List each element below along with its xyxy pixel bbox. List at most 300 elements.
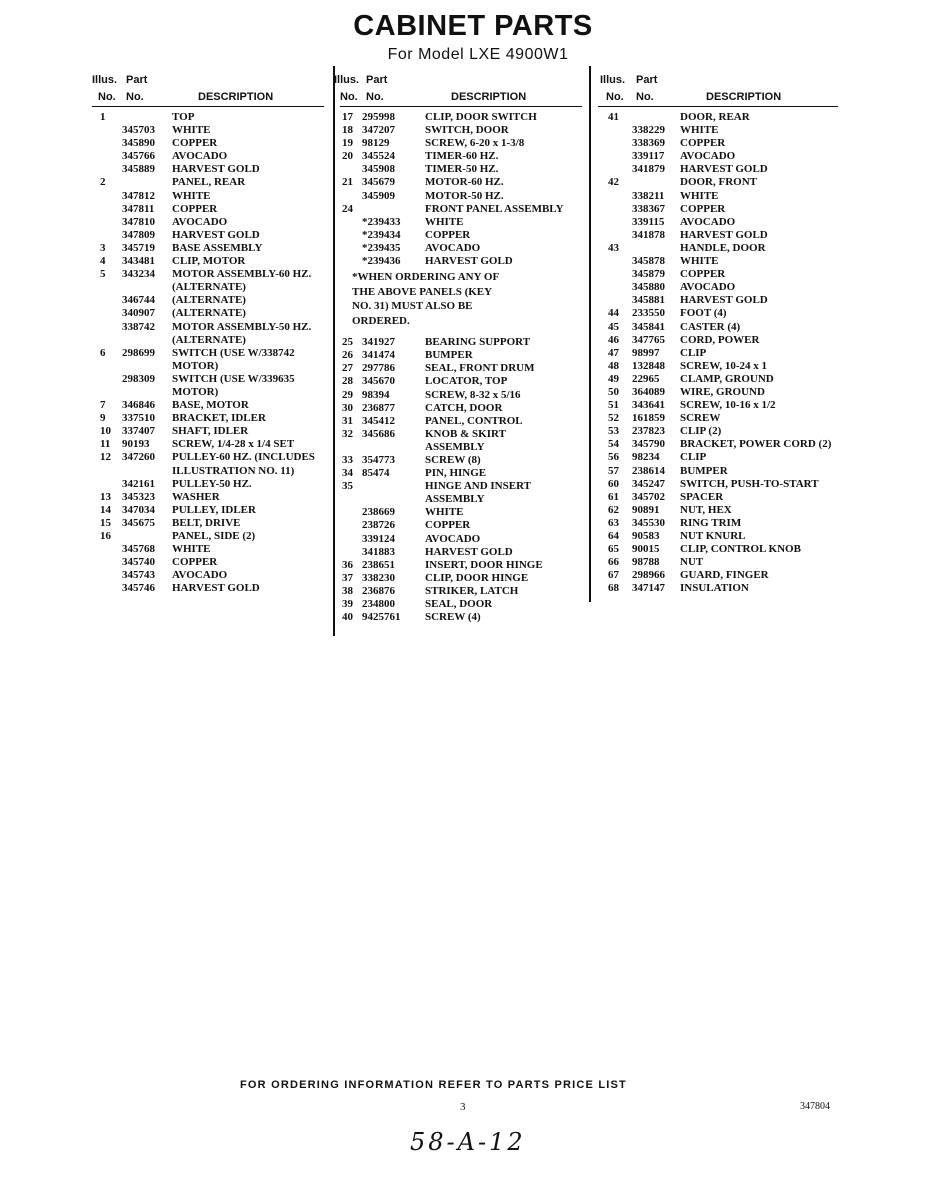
part-description: KNOB & SKIRT: [425, 427, 506, 440]
table-row: [598, 137, 838, 150]
part-description: CATCH, DOOR: [425, 401, 503, 414]
part-number: 98997: [632, 346, 660, 359]
part-number: 298699: [122, 346, 155, 359]
part-description: GUARD, FINGER: [680, 569, 769, 582]
table-row: [92, 281, 324, 294]
part-description: AVOCADO: [680, 281, 736, 294]
illus-number: 27: [342, 362, 353, 375]
part-description: HARVEST GOLD: [680, 163, 768, 176]
part-number: 298309: [122, 372, 155, 385]
part-description: (ALTERNATE): [172, 281, 246, 294]
part-description: WHITE: [172, 124, 211, 137]
table-row: [92, 438, 324, 451]
illus-number: 39: [342, 598, 353, 610]
table-row: [340, 176, 582, 189]
table-header: [334, 72, 582, 107]
parts-list: [92, 111, 324, 595]
part-number: 364089: [632, 385, 665, 398]
illus-number: 56: [608, 451, 619, 464]
part-number: 237823: [632, 425, 665, 438]
part-description: BUMPER: [680, 464, 728, 477]
table-row: [340, 598, 582, 611]
table-row: [598, 150, 838, 163]
part-number: *239436: [362, 255, 401, 268]
table-row: [598, 412, 838, 425]
table-row: [598, 255, 838, 268]
part-number: 345323: [122, 490, 155, 503]
part-description: SCREW, 10-24 x 1: [680, 359, 767, 372]
part-description: WHITE: [425, 215, 464, 228]
table-row: [598, 465, 838, 478]
illus-number: 67: [608, 569, 619, 582]
table-row: [598, 229, 838, 242]
table-row: [598, 294, 838, 307]
part-number: 343641: [632, 399, 665, 412]
part-number: 161859: [632, 412, 665, 425]
illus-number: 57: [608, 464, 619, 477]
illus-number: 48: [608, 359, 619, 372]
table-row: [598, 582, 838, 595]
part-label: Part: [636, 74, 658, 86]
table-row: [92, 543, 324, 556]
part-number: 345878: [632, 255, 665, 268]
table-row: [92, 137, 324, 150]
table-row: [92, 556, 324, 569]
table-row: [598, 504, 838, 517]
part-number: 297786: [362, 362, 395, 375]
illus-number: 12: [100, 451, 111, 464]
table-row: [92, 111, 324, 124]
part-description: MOTOR-60 HZ.: [425, 176, 504, 189]
illus-number: 53: [608, 425, 619, 438]
part-number: 345247: [632, 477, 665, 490]
table-row: [340, 137, 582, 150]
part-number: 347207: [362, 124, 395, 137]
part-number: 90015: [632, 543, 660, 556]
table-row: [598, 491, 838, 504]
part-number: 345889: [122, 163, 155, 176]
part-description: PANEL, CONTROL: [425, 414, 523, 427]
table-row: [92, 255, 324, 268]
table-row: [92, 229, 324, 242]
part-no-label: No.: [636, 91, 654, 103]
part-description: SWITCH, DOOR: [425, 124, 509, 137]
table-row: [598, 334, 838, 347]
part-description: SHAFT, IDLER: [172, 425, 249, 438]
table-row: [598, 216, 838, 229]
table-row: [598, 360, 838, 373]
part-description: WHITE: [680, 124, 719, 137]
illus-number: 37: [342, 571, 353, 584]
illus-number: 21: [342, 176, 353, 189]
part-description: COPPER: [172, 137, 218, 150]
part-description: HARVEST GOLD: [172, 163, 260, 176]
illus-number: 14: [100, 503, 111, 516]
table-row: [92, 321, 324, 334]
table-row: [92, 491, 324, 504]
illus-number: 43: [608, 241, 619, 254]
part-number: 341883: [362, 545, 395, 558]
part-description: SCREW: [680, 412, 721, 425]
table-row: [598, 321, 838, 334]
part-number: 341927: [362, 336, 395, 349]
part-description: BASE ASSEMBLY: [172, 241, 263, 254]
table-row: [92, 216, 324, 229]
table-row: [92, 412, 324, 425]
part-number: 236877: [362, 401, 395, 414]
part-number: 345679: [362, 176, 395, 189]
illus-number: 54: [608, 438, 619, 451]
part-number: 132848: [632, 359, 665, 372]
table-row: [598, 425, 838, 438]
part-number: 341474: [362, 349, 395, 362]
part-description: WHITE: [172, 543, 211, 556]
document-number: 347804: [800, 1101, 830, 1112]
part-description: HARVEST GOLD: [425, 255, 513, 268]
part-number: 345743: [122, 569, 155, 582]
part-description: SCREW, 10-16 x 1/2: [680, 399, 776, 412]
table-row: [340, 111, 582, 124]
part-description: COPPER: [680, 137, 726, 150]
table-row: [598, 517, 838, 530]
table-row: [598, 347, 838, 360]
part-description: TOP: [172, 111, 195, 123]
part-description: INSULATION: [680, 582, 749, 595]
table-row: [598, 530, 838, 543]
illus-number: 36: [342, 558, 353, 571]
illus-number: 10: [100, 425, 111, 438]
part-description: NUT, HEX: [680, 503, 732, 516]
part-number: 346744: [122, 294, 155, 307]
column-divider: [589, 66, 591, 602]
illus-number: 42: [608, 176, 619, 189]
table-row: [340, 402, 582, 415]
part-description: (ALTERNATE): [172, 294, 246, 307]
illus-number: 61: [608, 490, 619, 503]
part-description: AVOCADO: [425, 532, 481, 545]
illus-number: 15: [100, 516, 111, 529]
table-row: [598, 203, 838, 216]
table-row: [340, 124, 582, 137]
table-row: [92, 294, 324, 307]
table-row: [340, 546, 582, 559]
part-description: AVOCADO: [172, 215, 228, 228]
part-number: 345412: [362, 414, 395, 427]
part-description: COPPER: [425, 519, 471, 532]
part-number: 347765: [632, 333, 665, 346]
part-description: SWITCH (USE W/339635: [172, 372, 295, 385]
table-header: [598, 72, 838, 107]
part-description: (ALTERNATE): [172, 307, 246, 320]
table-row: [92, 386, 324, 399]
part-description: BELT, DRIVE: [172, 516, 241, 529]
part-description: COPPER: [425, 228, 471, 241]
part-number: 347034: [122, 503, 155, 516]
table-row: [340, 349, 582, 362]
part-description: CLIP, DOOR HINGE: [425, 571, 529, 584]
part-number: 338369: [632, 137, 665, 150]
illus-number: 5: [100, 268, 106, 281]
handwritten-note: 58-A-12: [410, 1128, 526, 1156]
illus-label: Illus.: [334, 74, 360, 86]
illus-number: 45: [608, 320, 619, 333]
part-description: BRACKET, IDLER: [172, 412, 266, 425]
table-row: [92, 334, 324, 347]
part-number: 345746: [122, 582, 155, 595]
part-number: 85474: [362, 467, 390, 480]
part-description: FRONT PANEL ASSEMBLY: [425, 202, 564, 215]
illus-number: 46: [608, 333, 619, 346]
part-description: STRIKER, LATCH: [425, 584, 519, 597]
illus-number: 3: [100, 241, 106, 254]
table-row: [340, 428, 582, 441]
table-row: [340, 336, 582, 349]
part-description: PANEL, SIDE (2): [172, 530, 256, 542]
table-row: [598, 163, 838, 176]
parts-column-2: [334, 72, 582, 624]
illus-number: 32: [342, 427, 353, 440]
illus-number: 4: [100, 255, 106, 268]
part-description: BRACKET, POWER CORD (2): [680, 438, 832, 451]
part-number: 338742: [122, 320, 155, 333]
part-number: 347260: [122, 451, 155, 464]
table-row: [340, 242, 582, 255]
illus-number: 34: [342, 467, 353, 480]
table-row: [92, 163, 324, 176]
illus-number: 19: [342, 137, 353, 150]
illus-number: 68: [608, 582, 619, 595]
part-number: 345675: [122, 516, 155, 529]
part-number: 238651: [362, 558, 395, 571]
table-row: [598, 569, 838, 582]
table-row: [340, 362, 582, 375]
model-subtitle: For Model LXE 4900W1: [387, 46, 569, 63]
illus-number: 18: [342, 124, 353, 137]
part-number: *239433: [362, 215, 401, 228]
part-number: 345766: [122, 150, 155, 163]
illus-number: 30: [342, 401, 353, 414]
table-row: [598, 281, 838, 294]
table-row: [340, 441, 582, 454]
illus-label: Illus.: [600, 74, 626, 86]
table-row: [340, 454, 582, 467]
table-row: [92, 582, 324, 595]
part-number: 338229: [632, 124, 665, 137]
part-number: 98788: [632, 556, 660, 569]
part-description: WASHER: [172, 490, 220, 503]
part-description: WHITE: [680, 255, 719, 268]
part-description: SEAL, DOOR: [425, 598, 493, 610]
part-number: 238726: [362, 519, 395, 532]
table-row: [92, 399, 324, 412]
part-number: 345719: [122, 241, 155, 254]
part-number: *239435: [362, 241, 401, 254]
part-number: 345879: [632, 268, 665, 281]
illus-number: 16: [100, 530, 111, 542]
illus-number: 51: [608, 399, 619, 412]
part-description: CLIP, MOTOR: [172, 255, 246, 268]
illus-no-label: No.: [340, 91, 358, 103]
part-number: 345670: [362, 375, 395, 388]
illus-number: 11: [100, 438, 111, 451]
part-description: SEAL, FRONT DRUM: [425, 362, 535, 375]
part-number: 345740: [122, 556, 155, 569]
illus-number: 13: [100, 490, 111, 503]
part-description: PANEL, REAR: [172, 176, 246, 189]
part-description: DOOR, REAR: [680, 111, 750, 123]
table-row: [340, 375, 582, 388]
illus-number: 24: [342, 202, 353, 215]
part-description: HARVEST GOLD: [172, 228, 260, 241]
table-row: [92, 242, 324, 255]
illus-number: 38: [342, 584, 353, 597]
part-description: MOTOR): [172, 385, 219, 398]
table-row: [340, 389, 582, 402]
part-number: 90193: [122, 438, 150, 451]
illus-number: 7: [100, 399, 106, 412]
parts-list: [598, 111, 838, 595]
part-description: TIMER-60 HZ.: [425, 150, 499, 163]
table-row: [92, 150, 324, 163]
part-description: DOOR, FRONT: [680, 176, 757, 189]
part-description: ASSEMBLY: [425, 440, 485, 453]
illus-no-label: No.: [98, 91, 116, 103]
part-number: 339117: [632, 150, 665, 163]
description-label: DESCRIPTION: [451, 91, 527, 103]
part-description: SCREW (8): [425, 453, 481, 466]
part-description: HARVEST GOLD: [172, 582, 260, 595]
table-row: [598, 386, 838, 399]
table-row: [340, 203, 582, 216]
part-number: 343234: [122, 268, 155, 281]
table-row: [598, 307, 838, 320]
parts-column-1: [92, 72, 324, 595]
table-row: [92, 451, 324, 464]
part-number: 98129: [362, 137, 390, 150]
part-number: 233550: [632, 307, 665, 320]
part-number: 90891: [632, 503, 660, 516]
part-description: LOCATOR, TOP: [425, 375, 508, 388]
table-row: [92, 203, 324, 216]
part-number: 98234: [632, 451, 660, 464]
part-number: 341878: [632, 228, 665, 241]
part-description: MOTOR-50 HZ.: [425, 189, 504, 202]
table-row: [340, 150, 582, 163]
table-row: [92, 360, 324, 373]
table-header: [92, 72, 324, 107]
part-number: 9425761: [362, 611, 401, 624]
table-row: [340, 533, 582, 546]
part-number: 234800: [362, 598, 395, 610]
part-number: 347812: [122, 189, 155, 202]
part-description: SWITCH, PUSH-TO-START: [680, 477, 819, 490]
table-row: [92, 190, 324, 203]
table-row: [340, 467, 582, 480]
part-description: AVOCADO: [172, 569, 228, 582]
table-row: [340, 559, 582, 572]
part-number: 346846: [122, 399, 155, 412]
part-number: 345790: [632, 438, 665, 451]
part-number: 339124: [362, 532, 395, 545]
part-number: 345890: [122, 137, 155, 150]
part-description: CLIP, DOOR SWITCH: [425, 111, 537, 123]
part-number: 90583: [632, 530, 660, 542]
part-number: 345703: [122, 124, 155, 137]
illus-number: 17: [342, 111, 353, 123]
column-divider: [333, 66, 335, 636]
page-title: CABINET PARTS: [353, 10, 593, 42]
table-row: [598, 556, 838, 569]
part-number: 298966: [632, 569, 665, 582]
part-description: CLIP: [680, 346, 707, 359]
part-number: 342161: [122, 477, 155, 490]
part-number: 338367: [632, 202, 665, 215]
part-description: SCREW, 6-20 x 1-3/8: [425, 137, 525, 150]
part-number: 345686: [362, 427, 395, 440]
part-no-label: No.: [366, 91, 384, 103]
illus-number: 52: [608, 412, 619, 425]
illus-number: 31: [342, 414, 353, 427]
illus-number: 60: [608, 477, 619, 490]
table-row: [340, 255, 582, 268]
part-description: SPACER: [680, 490, 724, 503]
part-description: PIN, HINGE: [425, 467, 487, 480]
part-number: 345524: [362, 150, 395, 163]
part-description: AVOCADO: [425, 241, 481, 254]
part-number: 345768: [122, 543, 155, 556]
part-number: 354773: [362, 453, 395, 466]
part-description: AVOCADO: [680, 150, 736, 163]
table-row: [92, 517, 324, 530]
table-row: [92, 478, 324, 491]
part-description: WHITE: [425, 506, 464, 519]
illus-number: 40: [342, 611, 353, 624]
table-row: [598, 176, 838, 189]
part-description: SCREW (4): [425, 611, 481, 624]
table-row: [598, 190, 838, 203]
ordering-note: *WHEN ORDERING ANY OF THE ABOVE PANELS (KEY NO. 31) MUST ALSO BE ORDERED.: [352, 271, 499, 327]
part-number: 347811: [122, 202, 155, 215]
table-row: [92, 465, 324, 478]
part-description: COPPER: [172, 556, 218, 569]
part-number: 337510: [122, 412, 155, 425]
table-row: [340, 585, 582, 598]
part-description: HANDLE, DOOR: [680, 241, 766, 254]
table-row: [92, 307, 324, 320]
illus-number: 29: [342, 388, 353, 401]
part-description: HARVEST GOLD: [680, 294, 768, 307]
part-number: 345880: [632, 281, 665, 294]
part-number: 340907: [122, 307, 155, 320]
ordering-footer: FOR ORDERING INFORMATION REFER TO PARTS PRICE LIST: [240, 1079, 627, 1091]
table-row: [92, 347, 324, 360]
illus-number: 26: [342, 349, 353, 362]
part-description: CLIP, CONTROL KNOB: [680, 543, 801, 556]
part-description: ILLUSTRATION NO. 11): [172, 464, 295, 477]
illus-number: 47: [608, 346, 619, 359]
table-row: [340, 415, 582, 428]
part-description: RING TRIM: [680, 516, 742, 529]
illus-number: 50: [608, 385, 619, 398]
parts-list: [340, 111, 582, 268]
part-description: COPPER: [680, 268, 726, 281]
part-number: 236876: [362, 584, 395, 597]
illus-number: 2: [100, 176, 106, 189]
part-number: 295998: [362, 111, 395, 123]
part-label: Part: [126, 74, 148, 86]
table-row: [92, 504, 324, 517]
part-number: 345530: [632, 516, 665, 529]
